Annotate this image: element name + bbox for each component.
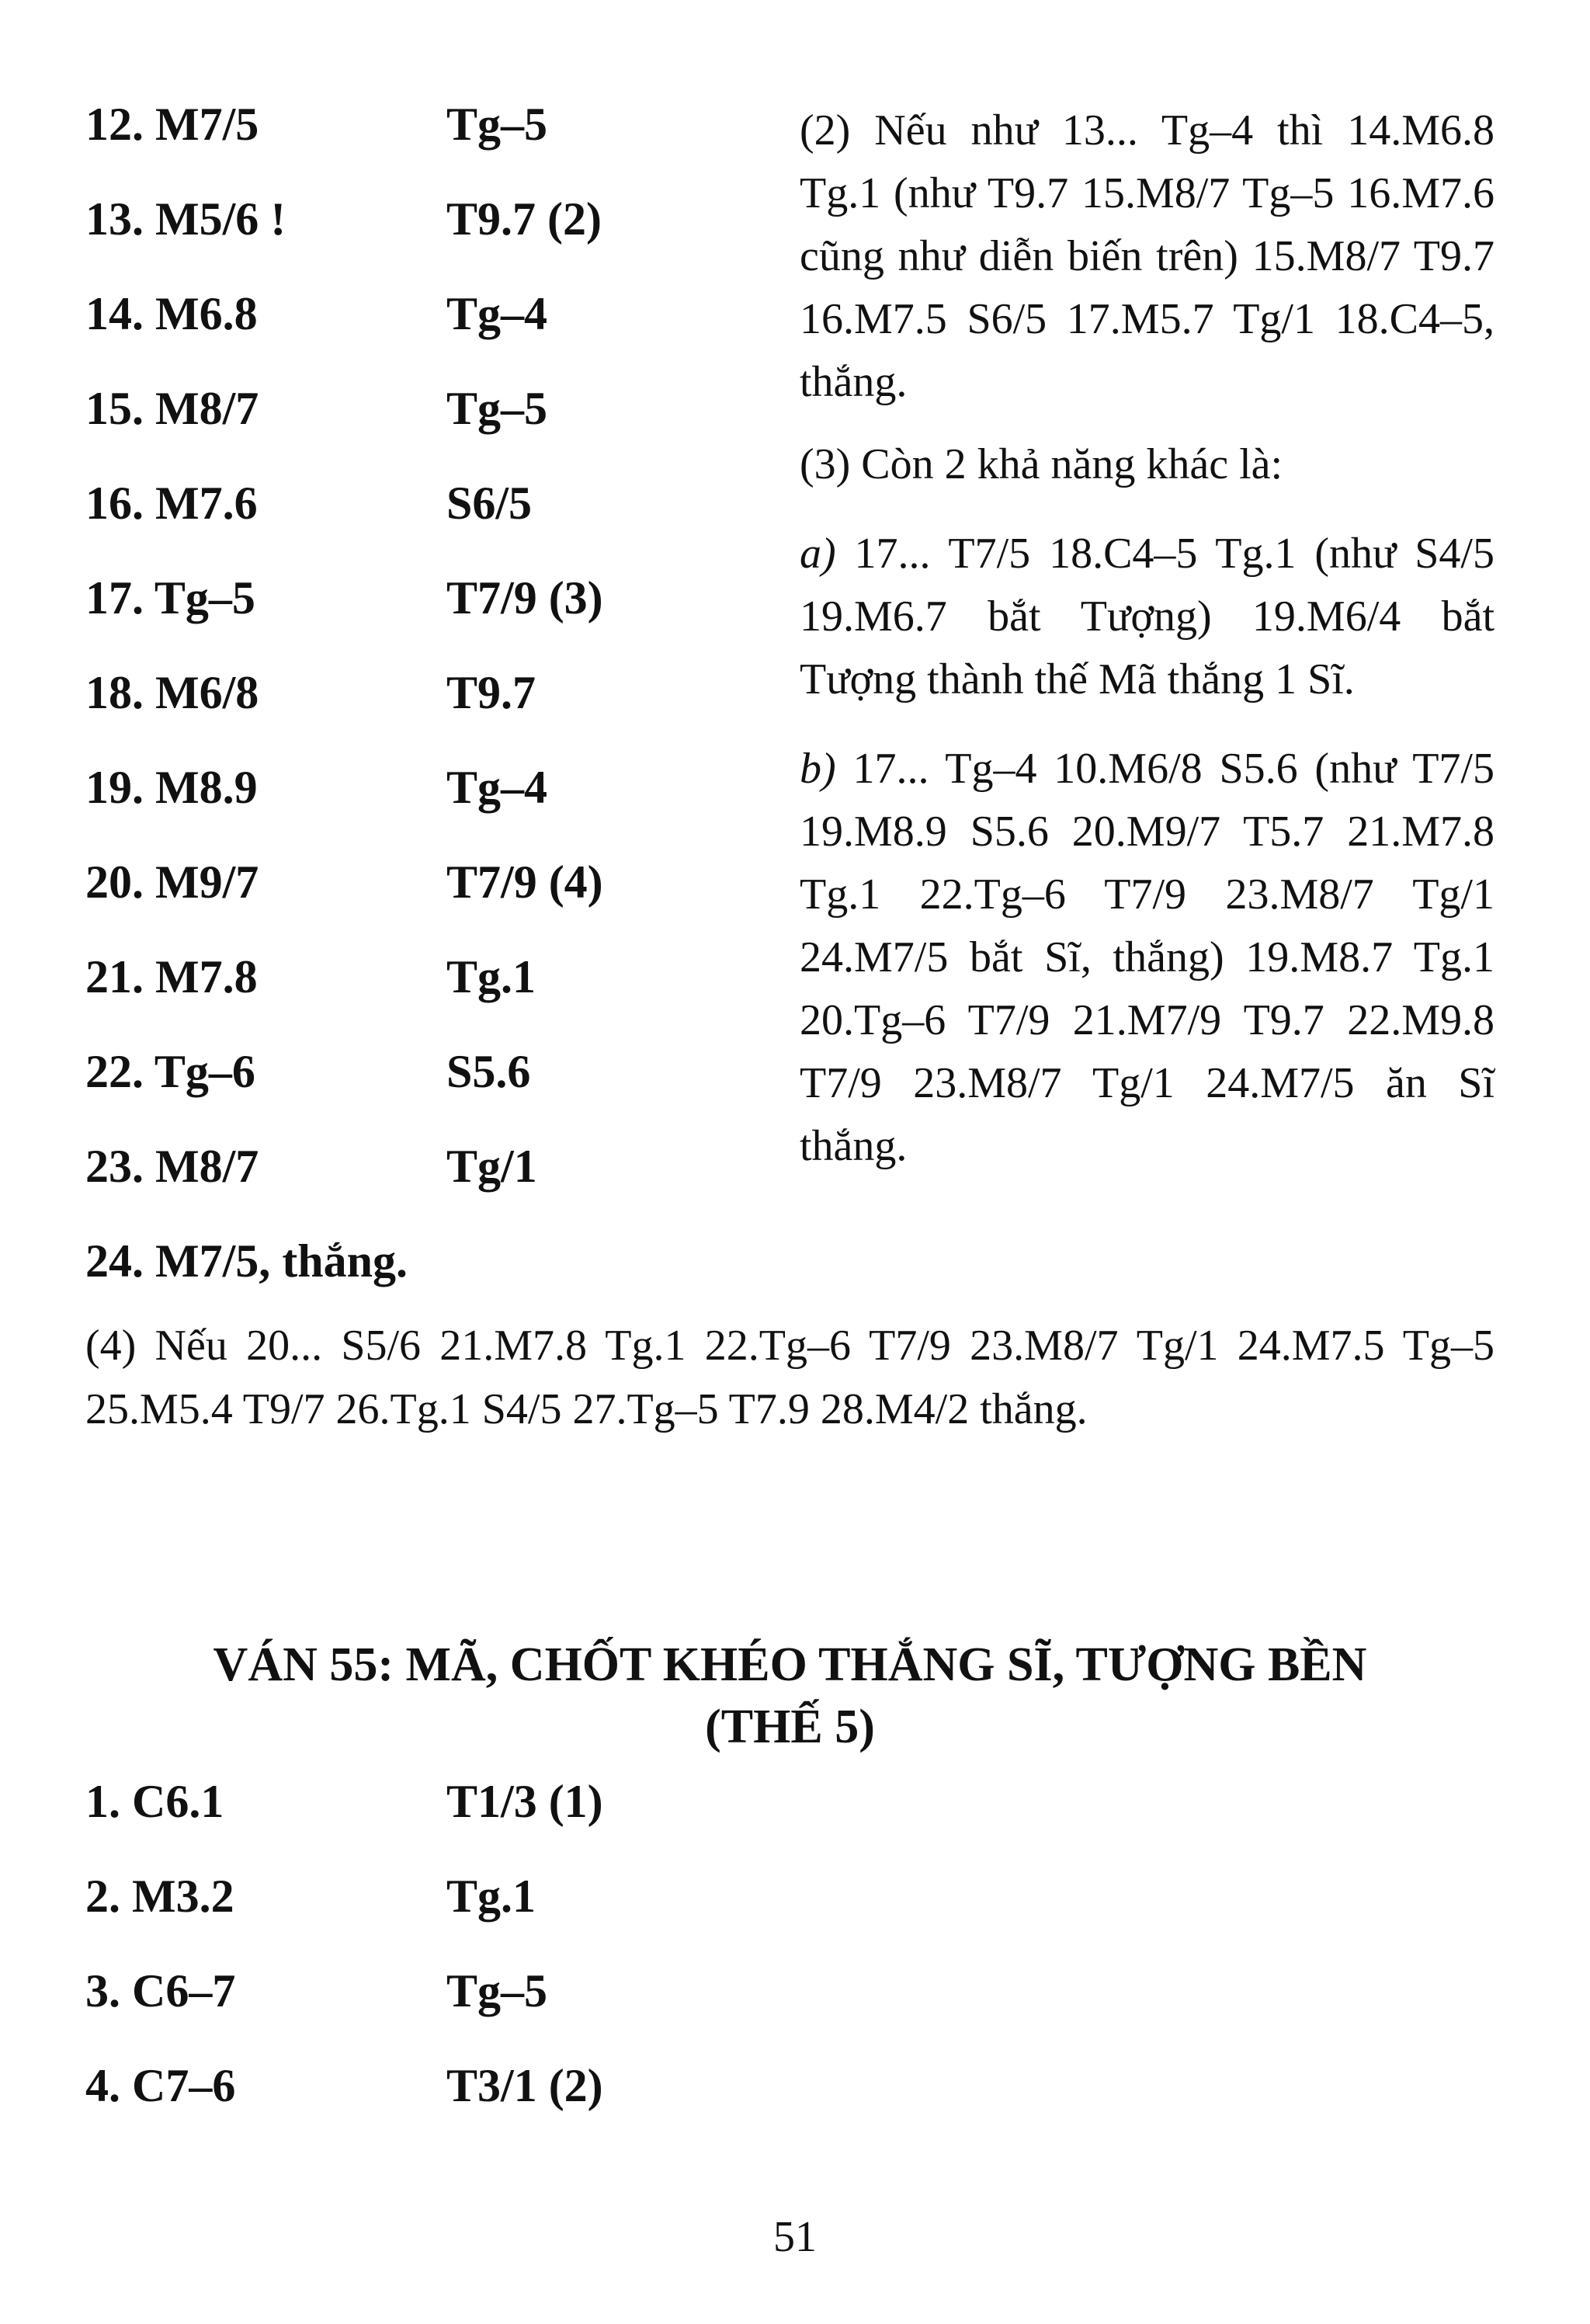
white-move: 1. C6.1 bbox=[85, 1776, 224, 1827]
move-row bbox=[85, 377, 706, 439]
move-row bbox=[85, 188, 706, 250]
white-move: 18. M6/8 bbox=[85, 667, 259, 718]
white-move: 20. M9/7 bbox=[85, 856, 259, 908]
black-move: T3/1 (2) bbox=[446, 2060, 603, 2111]
note-3a-text: 17... T7/5 18.C4–5 Tg.1 (như S4/5 19.M6.7 bắt Tượng) 19.M6/4 bắt Tượng thành thế Mã thắng 1 Sĩ. bbox=[800, 530, 1495, 703]
black-move: Tg.1 bbox=[446, 951, 536, 1002]
note-2: (2) Nếu như 13... Tg–4 thì 14.M6.8 Tg.1 (như T9.7 15.M8/7 Tg–5 16.M7.6 cũng như diễn biến trên) 15.M8/7 T9.7 16.M7.5 S6/5 17.M5.7 Tg/1 18.C4–5, thắng. bbox=[800, 106, 1495, 406]
black-move: T9.7 (2) bbox=[446, 193, 602, 245]
black-move: T9.7 bbox=[446, 667, 536, 718]
black-move: Tg.1 bbox=[446, 1871, 536, 1922]
white-move: 14. M6.8 bbox=[85, 288, 258, 339]
move-row bbox=[85, 851, 706, 913]
page-number: 51 bbox=[773, 2213, 817, 2261]
move-row bbox=[85, 1960, 706, 2022]
section-heading: VÁN 55: MÃ, CHỐT KHÉO THẮNG SĨ, TƯỢNG BỀN bbox=[213, 1638, 1367, 1691]
black-move: Tg–5 bbox=[446, 1965, 548, 2017]
black-move: Tg/1 bbox=[446, 1141, 537, 1192]
black-move: Tg–5 bbox=[446, 383, 548, 434]
white-move: 23. M8/7 bbox=[85, 1141, 259, 1192]
move-row bbox=[85, 756, 706, 818]
black-move: Tg–4 bbox=[446, 288, 548, 339]
white-move: 22. Tg–6 bbox=[85, 1046, 255, 1097]
section-subheading: (THẾ 5) bbox=[705, 1700, 875, 1753]
move-row bbox=[85, 93, 706, 155]
move-row bbox=[85, 1770, 706, 1832]
white-move: 2. M3.2 bbox=[85, 1871, 234, 1922]
black-move: S5.6 bbox=[446, 1046, 531, 1097]
white-move: 13. M5/6 ! bbox=[85, 193, 286, 245]
white-move: 16. M7.6 bbox=[85, 478, 258, 529]
black-move: Tg–5 bbox=[446, 99, 548, 150]
note-3: (3) Còn 2 khả năng khác là: bbox=[800, 440, 1283, 488]
move-row bbox=[85, 283, 706, 345]
black-move: S6/5 bbox=[446, 478, 533, 529]
note-4: (4) Nếu 20... S5/6 21.M7.8 Tg.1 22.Tg–6 T7/9 23.M8/7 Tg/1 24.M7.5 Tg–5 25.M5.4 T9/7 26.Tg.1 S4/5 27.Tg–5 T7.9 28.M4/2 thắng. bbox=[85, 1322, 1495, 1433]
white-move: 4. C7–6 bbox=[85, 2060, 236, 2111]
white-move: 19. M8.9 bbox=[85, 762, 258, 813]
white-move: 15. M8/7 bbox=[85, 383, 259, 434]
note-3b bbox=[800, 738, 1495, 1178]
note-3a bbox=[800, 523, 1495, 711]
move-row bbox=[85, 946, 706, 1008]
black-move: T7/9 (4) bbox=[446, 856, 603, 908]
move-row bbox=[85, 662, 706, 724]
move-row bbox=[85, 1040, 706, 1103]
black-move: T1/3 (1) bbox=[446, 1776, 603, 1827]
white-move: 12. M7/5 bbox=[85, 99, 259, 150]
move-row bbox=[85, 567, 706, 629]
move-row bbox=[85, 1230, 706, 1292]
note-3b-lead: b) bbox=[800, 745, 836, 793]
white-move: 21. M7.8 bbox=[85, 951, 258, 1002]
white-move: 3. C6–7 bbox=[85, 1965, 236, 2017]
move-row bbox=[85, 472, 706, 534]
white-move: 17. Tg–5 bbox=[85, 572, 255, 624]
white-move: 24. M7/5, thắng. bbox=[85, 1235, 408, 1287]
note-3a-lead: a) bbox=[800, 530, 836, 578]
move-row bbox=[85, 1865, 706, 1927]
move-row bbox=[85, 2055, 706, 2117]
note-3b-text: 17... Tg–4 10.M6/8 S5.6 (như T7/5 19.M8.9 S5.6 20.M9/7 T5.7 21.M7.8 Tg.1 22.Tg–6 T7/9 23.M8/7 Tg/1 24.M7/5 bắt Sĩ, thắng) 19.M8.7 Tg.1 20.Tg–6 T7/9 21.M7/9 T9.7 22.M9.8 T7/9 23.M8/7 Tg/1 24.M7/5 ăn Sĩ thắng. bbox=[800, 745, 1495, 1170]
move-row bbox=[85, 1135, 706, 1197]
black-move: T7/9 (3) bbox=[446, 572, 603, 624]
black-move: Tg–4 bbox=[446, 762, 548, 813]
